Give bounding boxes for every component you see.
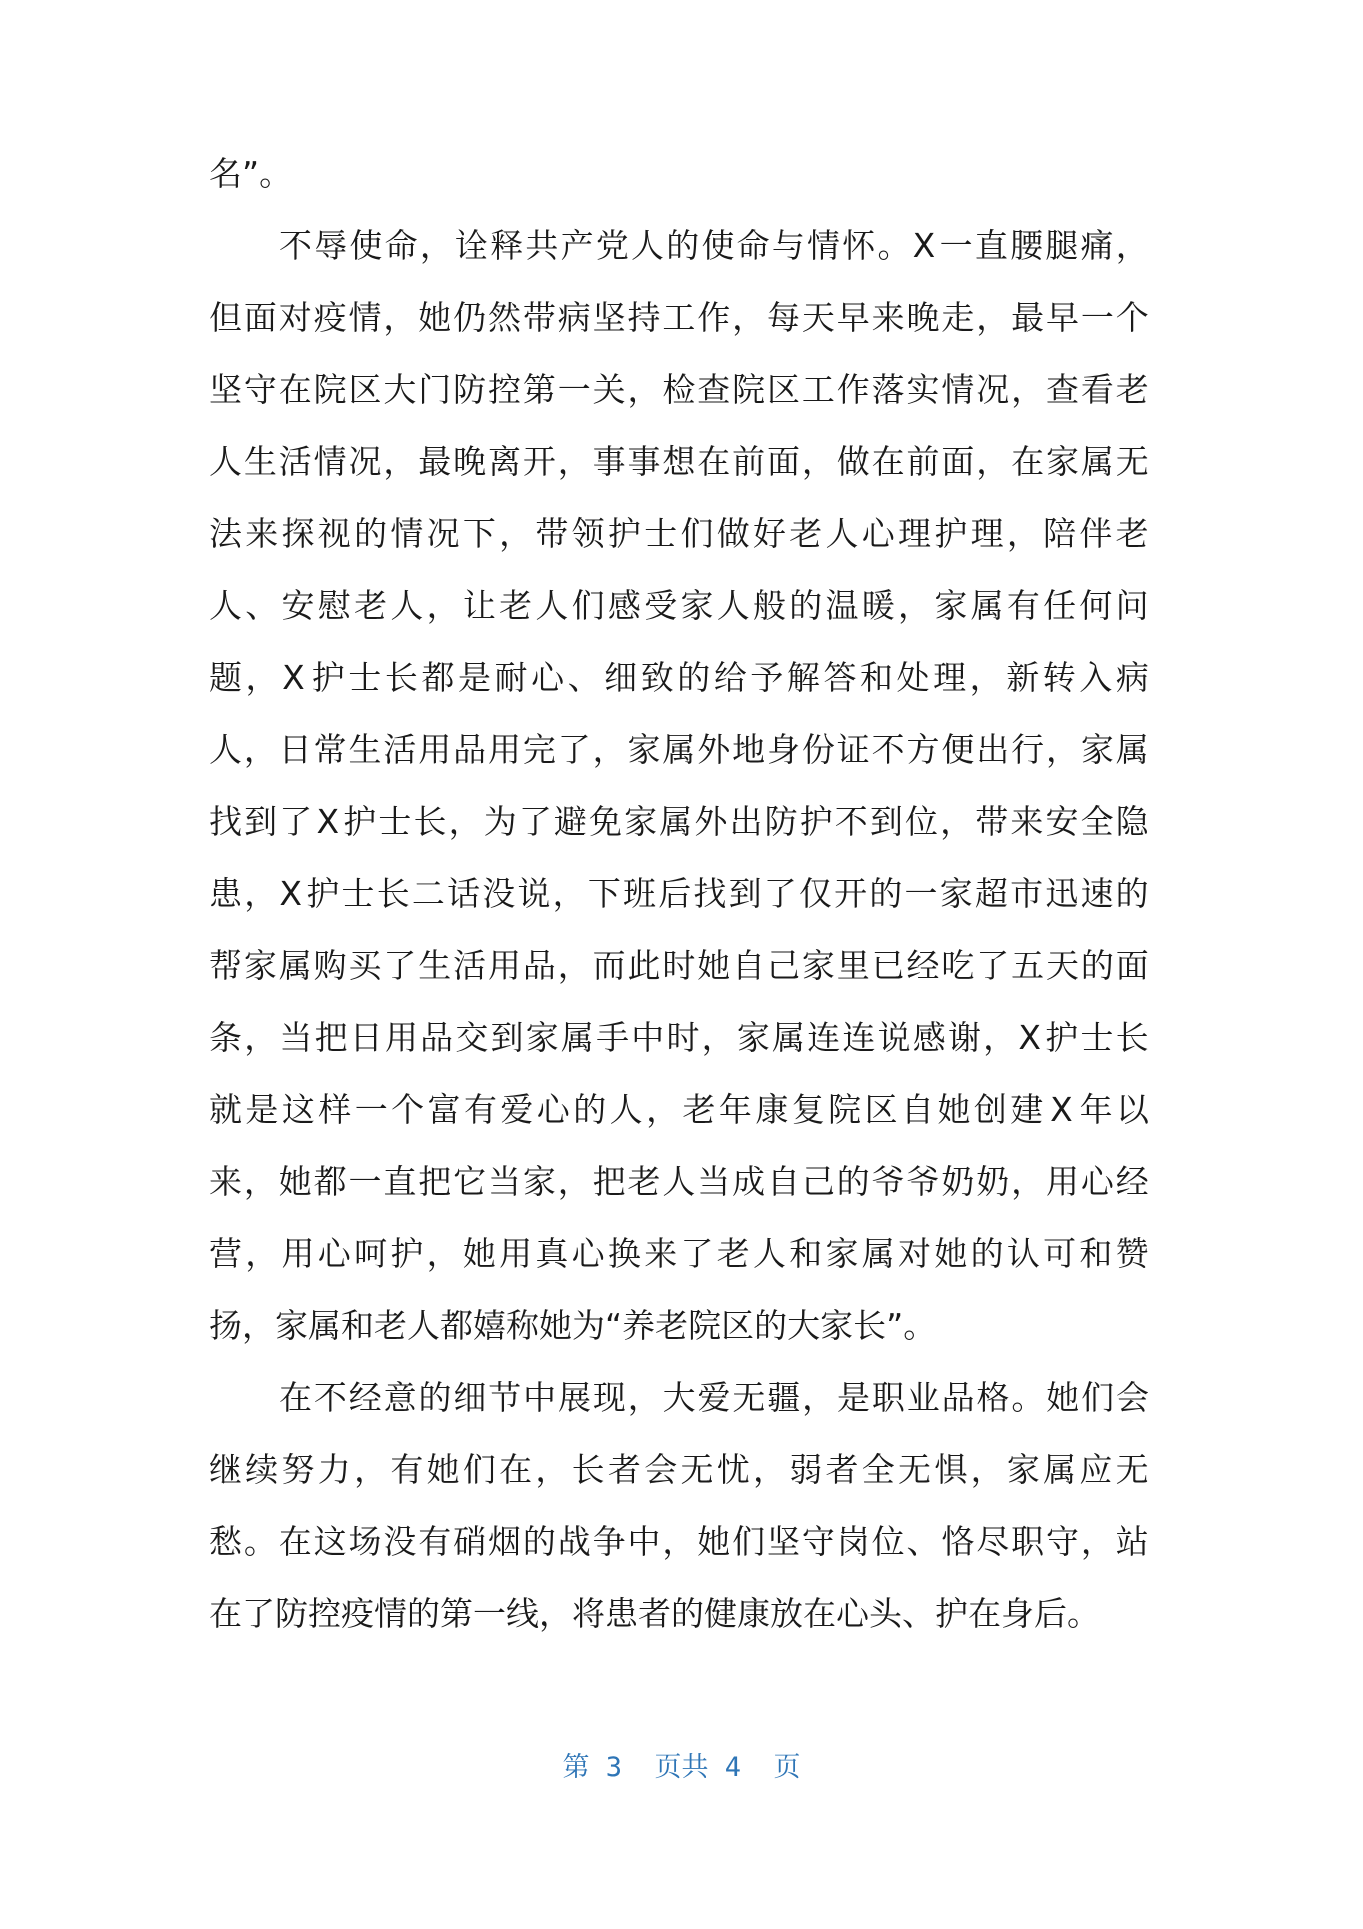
paragraph (209, 138, 1149, 210)
text-line: 愁 。 在 这 场 没 有 硝 烟 的 战 争 中 ， 她 们 坚 守 岗 位 、 恪 尽 职 守 ， 站 (209, 1522, 1149, 1561)
document-body (209, 138, 1149, 1650)
text-line (209, 1578, 1149, 1650)
text-line: 营 ， 用 心 呵 护 ， 她 用 真 心 换 来 了 老 人 和 家 属 对 她 的 认 可 和 赞 (209, 1234, 1149, 1273)
text-segment: 名”。 (209, 154, 293, 193)
text-line: 人 ， 日 常 生 活 用 品 用 完 了 ， 家 属 外 地 身 份 证 不 方 便 出 行 ， 家 属 (209, 730, 1149, 769)
text-line (209, 1290, 1149, 1362)
text-line: 条 ， 当 把 日 用 品 交 到 家 属 手 中 时 ， 家 属 连 连 说 感 谢 ， X 护 士 长 (209, 1018, 1149, 1057)
text-line: 患 ， X 护 士 长 二 话 没 说 ， 下 班 后 找 到 了 仅 开 的 一 家 超 市 迅 速 的 (209, 874, 1149, 913)
text-line: 法 来 探 视 的 情 况 下 ， 带 领 护 士 们 做 好 老 人 心 理 护 理 ， 陪 伴 老 (209, 514, 1149, 553)
text-line: 但 面 对 疫 情 ， 她 仍 然 带 病 坚 持 工 作 ， 每 天 早 来 晚 走 ， 最 早 一 个 (209, 298, 1149, 337)
text-line: 继 续 努 力 ， 有 她 们 在 ， 长 者 会 无 忧 ， 弱 者 全 无 惧 ， 家 属 应 无 (209, 1450, 1149, 1489)
text-line: 就 是 这 样 一 个 富 有 爱 心 的 人 ， 老 年 康 复 院 区 自 她 创 建 X 年 以 (209, 1090, 1149, 1129)
text-line: 人 、 安 慰 老 人 ， 让 老 人 们 感 受 家 人 般 的 温 暖 ， 家 属 有 任 何 问 (209, 586, 1149, 625)
text-line: 在 不 经 意 的 细 节 中 展 现 ， 大 爱 无 疆 ， 是 职 业 品 格 。 她 们 会 (279, 1378, 1149, 1417)
text-line: 坚 守 在 院 区 大 门 防 控 第 一 关 ， 检 查 院 区 工 作 落 实 情 况 ， 查 看 老 (209, 370, 1149, 409)
text-line: 帮 家 属 购 买 了 生 活 用 品 ， 而 此 时 她 自 己 家 里 已 经 吃 了 五 天 的 面 (209, 946, 1149, 985)
text-line (209, 138, 1149, 210)
text-segment: 在了防控疫情的第一线，将患者的健康放在心头、护在身后。 (209, 1594, 1100, 1633)
text-line: 来 ， 她 都 一 直 把 它 当 家 ， 把 老 人 当 成 自 己 的 爷 爷 奶 奶 ， 用 心 经 (209, 1162, 1149, 1201)
paragraph (209, 1362, 1149, 1650)
text-line: 找 到 了 X 护 士 长 ， 为 了 避 免 家 属 外 出 防 护 不 到 位 ， 带 来 安 全 隐 (209, 802, 1149, 841)
text-segment: 扬，家属和老人都嬉称她为“养老院区的大家长”。 (209, 1306, 937, 1345)
text-line: 人 生 活 情 况 ， 最 晚 离 开 ， 事 事 想 在 前 面 ， 做 在 前 面 ， 在 家 属 无 (209, 442, 1149, 481)
page-number-footer: 第 3 页共 4 页 (562, 1752, 801, 1783)
text-line: 题 ， X 护 士 长 都 是 耐 心 、 细 致 的 给 予 解 答 和 处 理 ， 新 转 入 病 (209, 658, 1149, 697)
text-line: 不 辱 使 命 ， 诠 释 共 产 党 人 的 使 命 与 情 怀 。 X 一 直 腰 腿 痛 ， (279, 226, 1149, 265)
paragraph (209, 210, 1149, 1362)
